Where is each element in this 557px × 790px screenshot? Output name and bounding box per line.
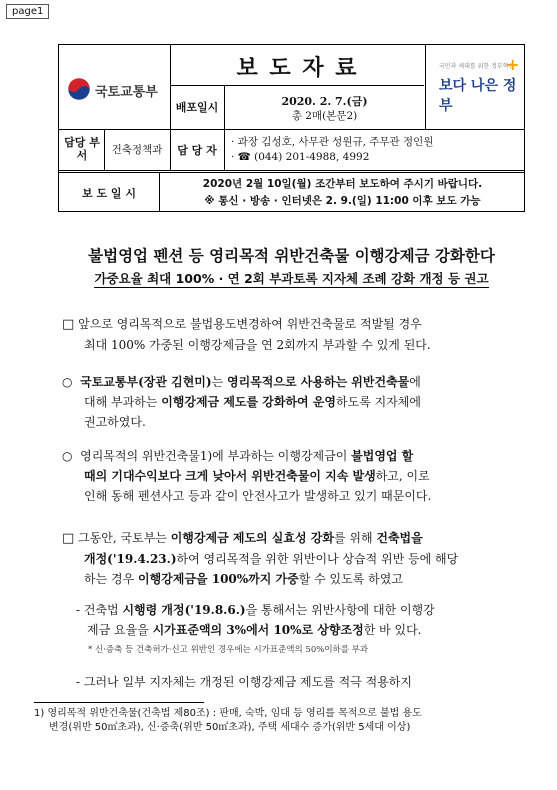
p2-line2-a: 대해 부과하는 [84, 395, 162, 409]
p4-line1-a: 그동안, 국토부는 [78, 531, 171, 545]
ministry-logo-icon [67, 77, 91, 101]
circle-bullet-icon: ○ [62, 449, 73, 463]
p4-line3-a: 하는 경우 [84, 572, 138, 586]
dept-value: 건축정책과 [111, 144, 163, 156]
dept-label: 담당 부서 [64, 136, 100, 162]
paragraph-5 [76, 600, 532, 640]
p2-bold: 영리목적으로 사용하는 위반건축물 [227, 375, 410, 389]
paragraph-2 [62, 372, 532, 432]
p5-line2-c: 한 바 있다. [363, 623, 422, 637]
embargo-line2: ※ 통신 · 방송 · 인터넷은 2. 9.(일) 11:00 이후 보도 가능 [204, 195, 481, 207]
p5-line1-c: 을 통해서는 위반사항에 대한 이행강 [245, 603, 435, 617]
p4-line2-bold: 개정('19.4.23.) [84, 552, 177, 566]
p4-line1-c: 를 위해 [333, 531, 377, 545]
p2-line2-c: 하도록 지자체에 [336, 395, 421, 409]
p5-line2-a: 제금 요율을 [87, 623, 153, 637]
p5-line2-bold: 시가표준액의 3%에서 10%로 상향조정 [152, 623, 364, 637]
p2-text: 는 [211, 375, 228, 389]
p3-line1-a: 영리목적의 위반건축물1)에 부과하는 이행강제금이 [80, 449, 352, 463]
paragraph-6: - 그러나 일부 지자체는 개정된 이행강제금 제도를 적극 적용하지 [76, 675, 412, 689]
p4-line1-bold: 이행강제금 제도의 실효성 강화 [170, 531, 334, 545]
p5-line1-a: - 건축법 [76, 603, 123, 617]
footnote [34, 707, 534, 735]
distribution-date: 2020. 2. 7.(금) [281, 95, 368, 108]
p1-line2: 최대 100% 가중된 이행강제금을 연 2회까지 부과할 수 있게 된다. [84, 338, 431, 352]
paragraph-3 [62, 446, 532, 506]
p1-line1: 앞으로 영리목적으로 불법용도변경하여 위반건축물로 적발될 경우 [78, 317, 422, 331]
p4-line3-c: 할 수 있도록 하였고 [298, 572, 403, 586]
contact-phone: · ☎ (044) 201-4988, 4992 [231, 151, 370, 163]
distribution-pages: 총 2매(본문2) [291, 110, 358, 122]
p4-line2-b: 하여 영리목적을 위한 위반이나 상습적 위반 등에 해당 [176, 552, 459, 566]
p3-line2-bold: 때의 기대수익보다 크게 낮아서 위반건축물이 지속 발생 [84, 469, 376, 483]
p3-line3: 인해 동해 펜션사고 등과 같이 안전사고가 발생하고 있기 때문이다. [84, 489, 432, 503]
p3-line1-bold: 불법영업 할 [351, 449, 414, 463]
subheadline-text: 가중요율 최대 100% · 연 2회 부과토록 지자체 조례 강화 개정 등 권고 [94, 271, 489, 286]
ministry-ref: 국토교통부(장관 김현미) [80, 375, 212, 389]
contact-label: 담 당 자 [177, 144, 217, 157]
square-bullet-icon: □ [62, 317, 75, 332]
plus-icon: + [506, 55, 520, 74]
embargo-label: 보 도 일 시 [82, 187, 136, 200]
footnote-divider [34, 702, 204, 703]
p3-line2-b: 하고, 이로 [375, 469, 430, 483]
p2-text-end: 에 [409, 375, 421, 389]
contact-people: · 과장 김성호, 사무관 성원규, 주무관 정인원 [231, 136, 434, 148]
p4-line1-bold2: 건축법을 [376, 531, 423, 545]
press-title: 보 도 자 료 [236, 55, 359, 81]
headline: 불법영업 펜션 등 영리목적 위반건축물 이행강제금 강화한다 [88, 247, 495, 265]
press-release-header [58, 44, 525, 212]
paragraph-4 [62, 528, 532, 589]
embargo-line1: 2020년 2월 10일(월) 조간부터 보도하여 주시기 바랍니다. [202, 178, 483, 190]
paragraph-1 [62, 314, 532, 355]
subheadline [58, 269, 525, 287]
ministry-name: 국토교통부 [95, 85, 158, 100]
footnote-line2: 변경(위반 50㎡초과), 신·증축(위반 50㎡초과), 주택 세대수 증가(위반 5세대 이상) [49, 722, 411, 733]
footnote-line1: 1) 영리목적 위반건축물(건축법 제80조) : 판매, 숙박, 임대 등 영리를 목적으로 불법 용도 [34, 708, 422, 719]
p4-line3-bold: 이행강제금을 100%까지 가중 [138, 572, 299, 586]
p5-line1-bold: 시행령 개정('19.8.6.) [122, 603, 246, 617]
circle-bullet-icon: ○ [62, 375, 73, 389]
government-slogan: 보다 나은 정부 [439, 78, 517, 114]
p5-note: * 신·증축 등 건축허가·신고 위반인 경우에는 시가표준액의 50%이하를 부과 [88, 645, 369, 655]
p2-line3: 권고하였다. [84, 415, 146, 429]
distribution-label: 배포일시 [175, 101, 219, 114]
slogan-small: 국민과 세대를 위한 정부혁신 [439, 63, 515, 70]
page-label: page1 [6, 4, 49, 19]
square-bullet-icon: □ [62, 531, 75, 546]
p2-line2-bold: 이행강제금 제도를 강화하여 운영 [161, 395, 337, 409]
